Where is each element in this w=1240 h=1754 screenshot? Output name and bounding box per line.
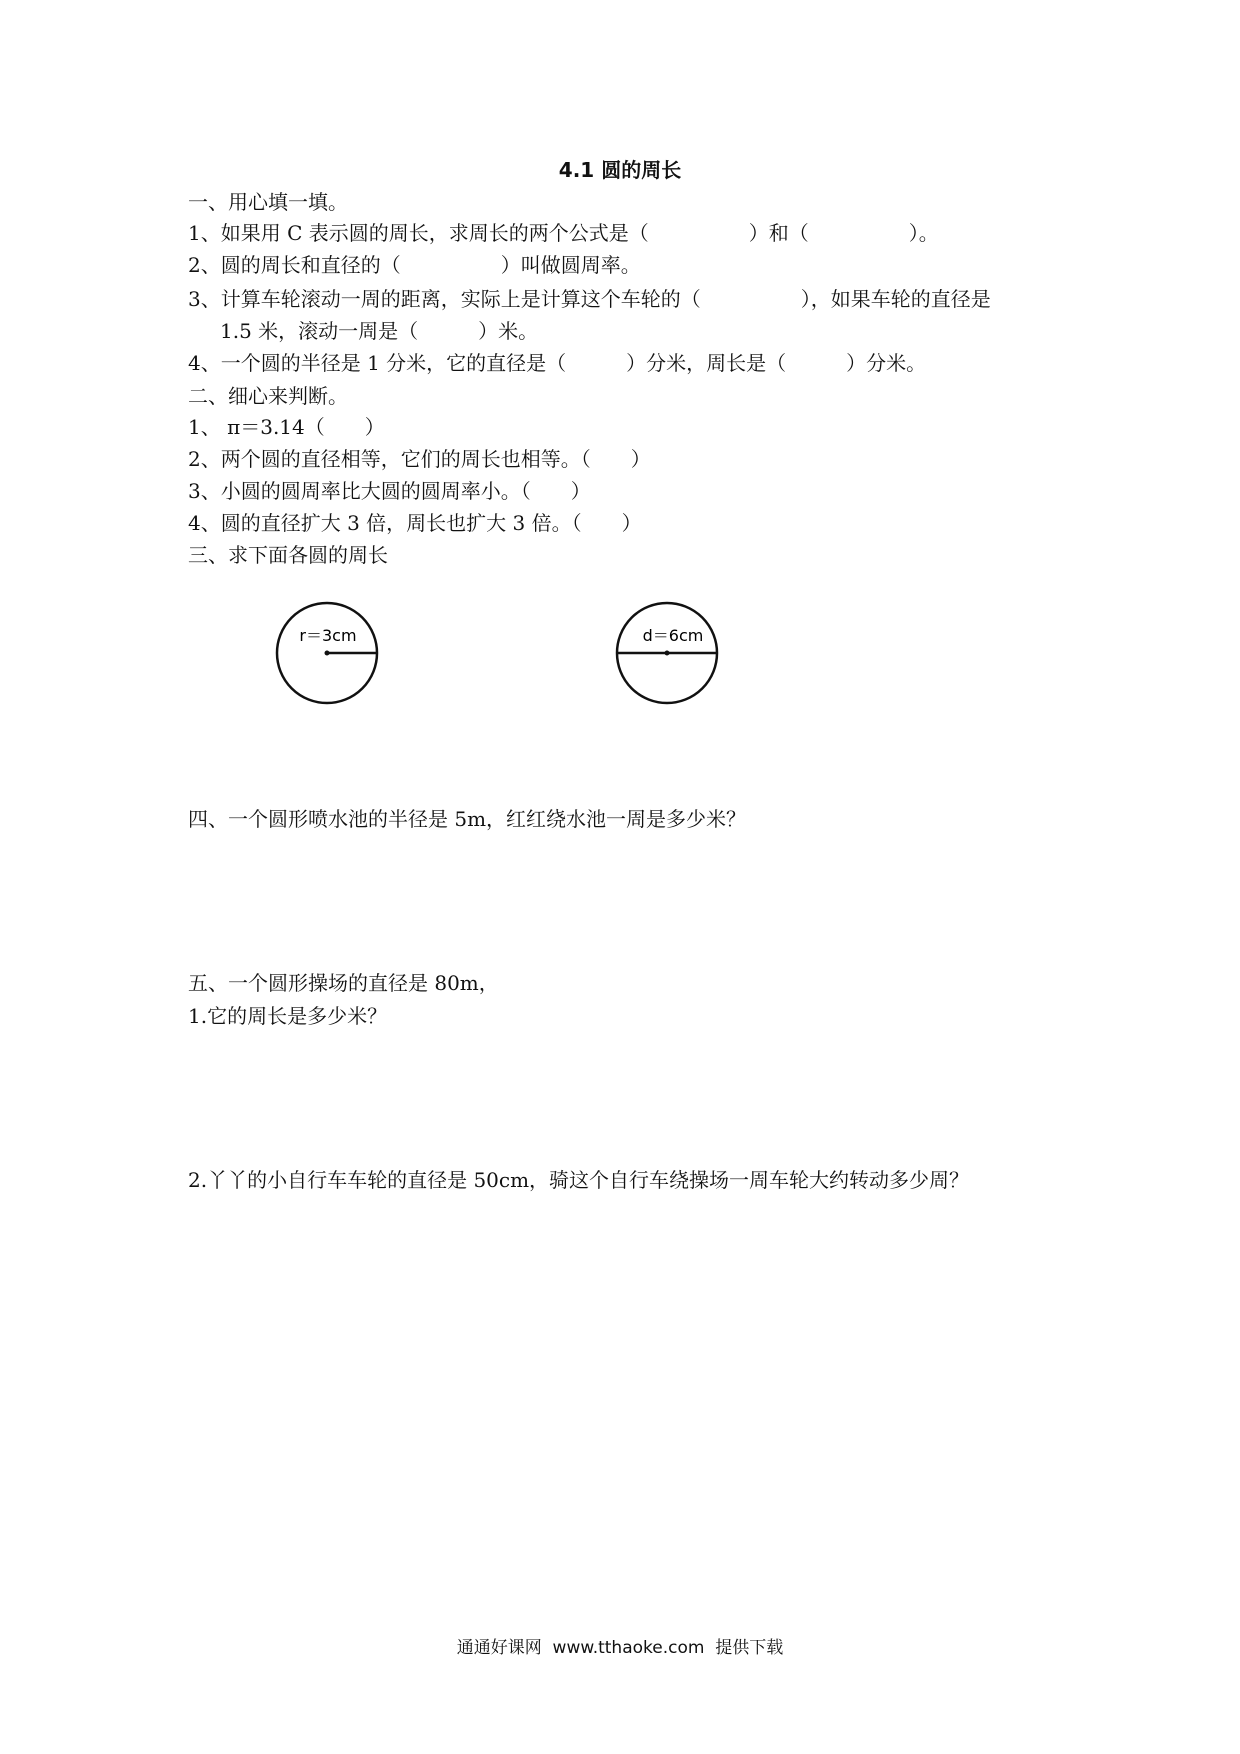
- section-1-question-1: 1、如果用 C 表示圆的周长，求周长的两个公式是（ ）和（ ）。: [188, 221, 939, 245]
- section-2-question-3: 3、小圆的圆周率比大圆的圆周率小。（ ）: [188, 479, 591, 503]
- circle-figure-diameter: [612, 598, 722, 708]
- circle-figure-radius: [272, 598, 382, 708]
- section-1-question-2: 2、圆的周长和直径的（ ）叫做圆周率。: [188, 253, 641, 277]
- center-dot: [325, 651, 330, 656]
- section-2-question-2: 2、两个圆的直径相等，它们的周长也相等。（ ）: [188, 447, 651, 471]
- page-footer: 通通好课网 www.tthaoke.com 提供下载: [456, 1638, 784, 1658]
- section-5-question-2: 2.丫丫的小自行车车轮的直径是 50cm，骑这个自行车绕操场一周车轮大约转动多少周？: [188, 1168, 970, 1192]
- center-dot: [665, 651, 670, 656]
- section-2-question-4: 4、圆的直径扩大 3 倍，周长也扩大 3 倍。（ ）: [188, 511, 642, 535]
- section-1-question-4: 4、一个圆的半径是 1 分米，它的直径是（ ）分米，周长是（ ）分米。: [188, 351, 927, 375]
- page-title: 4.1 圆的周长: [558, 158, 682, 182]
- section-5-heading: 五、一个圆形操场的直径是 80m，: [188, 971, 499, 995]
- section-2-question-1: 1、 π＝3.14（ ）: [188, 415, 385, 439]
- section-1-heading: 一、用心填一填。: [188, 190, 348, 214]
- section-3-heading: 三、求下面各圆的周长: [188, 543, 388, 567]
- diameter-label: d＝6cm: [642, 626, 704, 645]
- section-5-question-1: 1.它的周长是多少米？: [188, 1004, 388, 1028]
- section-4-question: 四、一个圆形喷水池的半径是 5m，红红绕水池一周是多少米？: [188, 807, 747, 831]
- section-2-heading: 二、细心来判断。: [188, 384, 348, 408]
- section-1-question-3-line-2: 1.5 米，滚动一周是（ ）米。: [220, 319, 539, 343]
- section-1-question-3-line-1: 3、计算车轮滚动一周的距离，实际上是计算这个车轮的（ ），如果车轮的直径是: [188, 287, 991, 311]
- radius-label: r＝3cm: [299, 626, 357, 645]
